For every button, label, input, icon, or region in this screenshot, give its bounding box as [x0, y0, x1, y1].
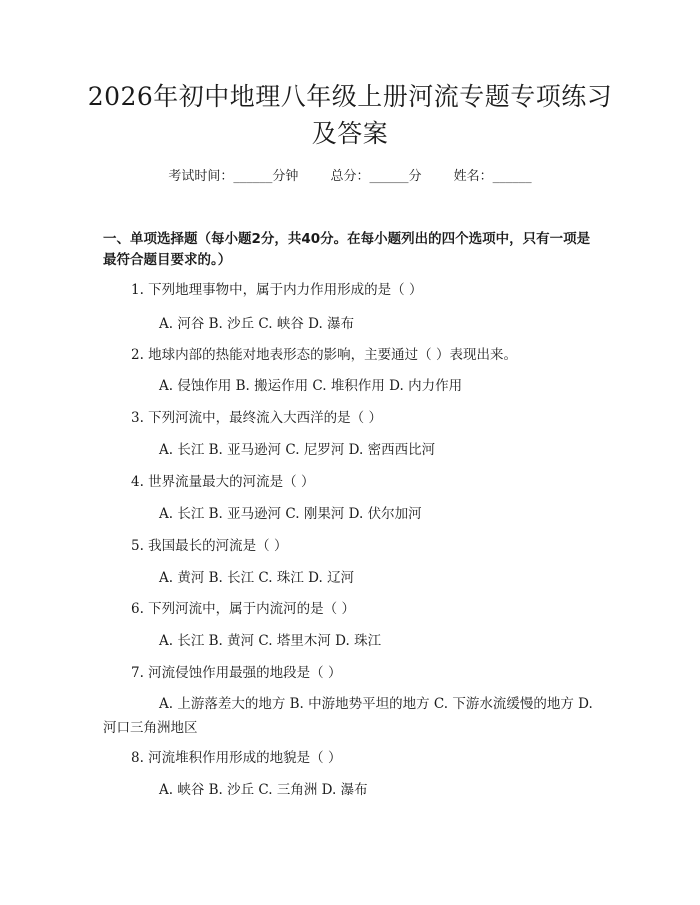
question-stem: 6. 下列河流中，属于内流河的是（ ） [131, 601, 355, 617]
section-heading: 一、单项选择题（每小题2分，共40分。在每小题列出的四个选项中，只有一项是最符合题目要求的。） [103, 231, 591, 268]
exam-time-field: 考试时间：______分钟 [168, 169, 299, 184]
document-title: 2026年初中地理八年级上册河流专题专项练习及答案 [87, 82, 613, 148]
question-options: A. 峡谷 B. 沙丘 C. 三角洲 D. 瀑布 [159, 782, 368, 798]
question-stem: 7. 河流侵蚀作用最强的地段是（ ） [131, 665, 342, 681]
question-stem: 8. 河流堆积作用形成的地貌是（ ） [131, 750, 342, 766]
question-options: A. 长江 B. 亚马逊河 C. 尼罗河 D. 密西西比河 [159, 442, 436, 458]
total-score-field: 总分：______分 [330, 169, 422, 184]
question-stem: 5. 我国最长的河流是（ ） [131, 538, 288, 554]
question-stem: 4. 世界流量最大的河流是（ ） [131, 474, 315, 490]
question-options: A. 长江 B. 黄河 C. 塔里木河 D. 珠江 [159, 633, 382, 649]
question-stem: 3. 下列河流中，最终流入大西洋的是（ ） [131, 410, 382, 426]
question-options: A. 长江 B. 亚马逊河 C. 刚果河 D. 伏尔加河 [159, 506, 422, 522]
question-options: A. 河谷 B. 沙丘 C. 峡谷 D. 瀑布 [159, 316, 355, 332]
question-options: A. 上游落差大的地方 B. 中游地势平坦的地方 C. 下游水流缓慢的地方 D. 河口三角洲地区 [103, 696, 593, 736]
question-stem: 2. 地球内部的热能对地表形态的影响，主要通过（ ）表现出来。 [131, 347, 517, 363]
question-options: A. 黄河 B. 长江 C. 珠江 D. 辽河 [159, 570, 355, 586]
question-stem: 1. 下列地理事物中，属于内力作用形成的是（ ） [131, 282, 423, 298]
exam-meta-line [0, 167, 700, 187]
question-options: A. 侵蚀作用 B. 搬运作用 C. 堆积作用 D. 内力作用 [159, 378, 463, 394]
student-name-field: 姓名：______ [453, 169, 532, 184]
